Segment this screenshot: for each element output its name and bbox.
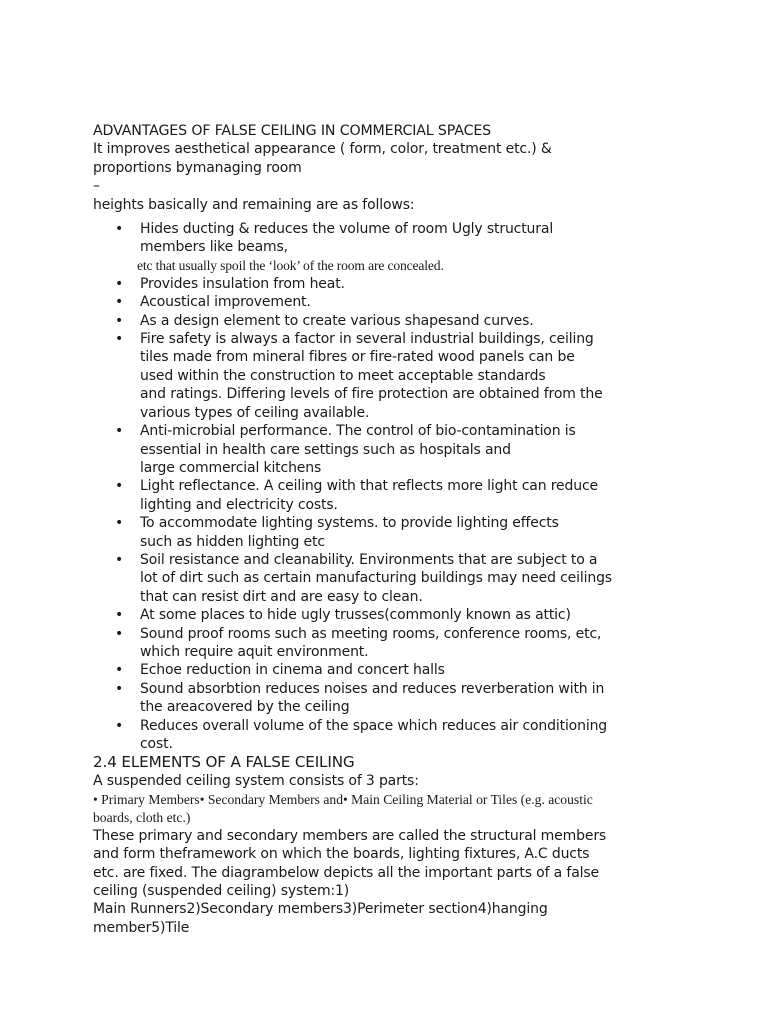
advantage-item bbox=[93, 477, 683, 514]
bullet-icon: • bbox=[115, 625, 124, 642]
advantage-line: used within the construction to meet acceptable standards bbox=[140, 367, 546, 384]
parts-list-line: • Primary Members• Secondary Members and• Main Ceiling Material or Tiles (e.g. acoustic bbox=[93, 791, 593, 807]
advantage-item bbox=[93, 275, 683, 293]
advantage-item bbox=[93, 680, 683, 717]
advantage-line: lighting and electricity costs. bbox=[140, 496, 338, 513]
advantage-line: lot of dirt such as certain manufacturing buildings may need ceilings bbox=[140, 570, 612, 587]
advantage-line: tiles made from mineral fibres or fire-rated wood panels can be bbox=[140, 349, 575, 366]
advantage-line: large commercial kitchens bbox=[140, 459, 322, 476]
paragraph-line: Main Runners2)Secondary members3)Perimeter section4)hanging bbox=[93, 901, 548, 918]
section-heading-advantages: ADVANTAGES OF FALSE CEILING IN COMMERCIAL SPACES bbox=[93, 123, 492, 139]
elements-intro-line: A suspended ceiling system consists of 3 parts: bbox=[93, 773, 419, 790]
advantage-line: As a design element to create various shapesand curves. bbox=[140, 312, 534, 329]
bullet-icon: • bbox=[115, 423, 124, 440]
advantage-item bbox=[93, 717, 683, 754]
advantage-line-serif: etc that usually spoil the ‘look’ of the room are concealed. bbox=[137, 257, 444, 273]
advantage-line: Reduces overall volume of the space which reduces air conditioning bbox=[140, 717, 608, 734]
advantage-line: Light reflectance. A ceiling with that reflects more light can reduce bbox=[140, 478, 598, 495]
bullet-icon: • bbox=[115, 551, 124, 568]
paragraph-line: etc. are fixed. The diagrambelow depicts all the important parts of a false bbox=[93, 864, 599, 881]
section-heading-elements: 2.4 ELEMENTS OF A FALSE CEILING bbox=[93, 753, 355, 772]
bullet-icon: • bbox=[115, 221, 124, 238]
advantage-line: Provides insulation from heat. bbox=[140, 275, 345, 292]
advantage-line: Hides ducting & reduces the volume of room Ugly structural bbox=[140, 221, 554, 238]
advantage-line: Soil resistance and cleanability. Environments that are subject to a bbox=[140, 551, 598, 568]
advantage-line: To accommodate lighting systems. to provide lighting effects bbox=[140, 515, 559, 532]
dash-line: – bbox=[93, 178, 100, 195]
advantage-line: such as hidden lighting etc bbox=[140, 533, 325, 550]
advantage-item bbox=[93, 312, 683, 330]
bullet-icon: • bbox=[115, 607, 124, 624]
parts-list-line: boards, cloth etc.) bbox=[93, 809, 191, 825]
bullet-icon: • bbox=[115, 275, 124, 292]
advantage-line: various types of ceiling available. bbox=[140, 404, 370, 421]
paragraph-line: and form theframework on which the boards, lighting fixtures, A.C ducts bbox=[93, 846, 590, 863]
advantage-line: Anti-microbial performance. The control of bio-contamination is bbox=[140, 423, 576, 440]
paragraph-line: ceiling (suspended ceiling) system:1) bbox=[93, 883, 350, 900]
advantage-line: members like beams, bbox=[140, 239, 288, 256]
advantage-item bbox=[93, 661, 683, 679]
advantage-line: Sound absorbtion reduces noises and reduces reverberation with in bbox=[140, 680, 605, 697]
paragraph-line: These primary and secondary members are called the structural members bbox=[93, 827, 607, 844]
paragraph-line: member5)Tile bbox=[93, 919, 190, 936]
advantage-item bbox=[93, 293, 683, 311]
bullet-icon: • bbox=[115, 515, 124, 532]
advantage-line: and ratings. Differing levels of fire protection are obtained from the bbox=[140, 386, 603, 403]
bullet-icon: • bbox=[115, 662, 124, 679]
structural-members-paragraph bbox=[93, 827, 693, 937]
advantage-line: that can resist dirt and are easy to clean. bbox=[140, 588, 423, 605]
intro-line: proportions bymanaging room bbox=[93, 159, 302, 176]
advantage-item bbox=[93, 330, 683, 422]
advantage-line: At some places to hide ugly trusses(commonly known as attic) bbox=[140, 607, 571, 624]
advantage-item bbox=[93, 551, 683, 606]
bullet-icon: • bbox=[115, 717, 124, 734]
advantage-line: the areacovered by the ceiling bbox=[140, 699, 350, 716]
advantage-item bbox=[93, 422, 683, 477]
advantage-line: which require aquit environment. bbox=[140, 643, 369, 660]
advantage-line: Echoe reduction in cinema and concert halls bbox=[140, 662, 445, 679]
advantage-line: Acoustical improvement. bbox=[140, 294, 311, 311]
advantage-line: cost. bbox=[140, 736, 173, 752]
advantage-item bbox=[93, 606, 683, 624]
advantage-line: essential in health care settings such as hospitals and bbox=[140, 441, 511, 458]
advantage-item bbox=[93, 625, 683, 662]
advantage-item bbox=[93, 220, 683, 275]
advantage-line: Fire safety is always a factor in several industrial buildings, ceiling bbox=[140, 331, 594, 348]
bullet-icon: • bbox=[115, 294, 124, 311]
bullet-icon: • bbox=[115, 680, 124, 697]
advantage-item bbox=[93, 514, 683, 551]
document-content bbox=[93, 122, 683, 937]
bullet-icon: • bbox=[115, 478, 124, 495]
advantages-list bbox=[93, 220, 683, 753]
advantage-line: Sound proof rooms such as meeting rooms, conference rooms, etc, bbox=[140, 625, 602, 642]
intro-line: It improves aesthetical appearance ( form, color, treatment etc.) & bbox=[93, 141, 552, 158]
bullet-icon: • bbox=[115, 331, 124, 348]
intro-line: heights basically and remaining are as follows: bbox=[93, 196, 415, 213]
bullet-icon: • bbox=[115, 312, 124, 329]
